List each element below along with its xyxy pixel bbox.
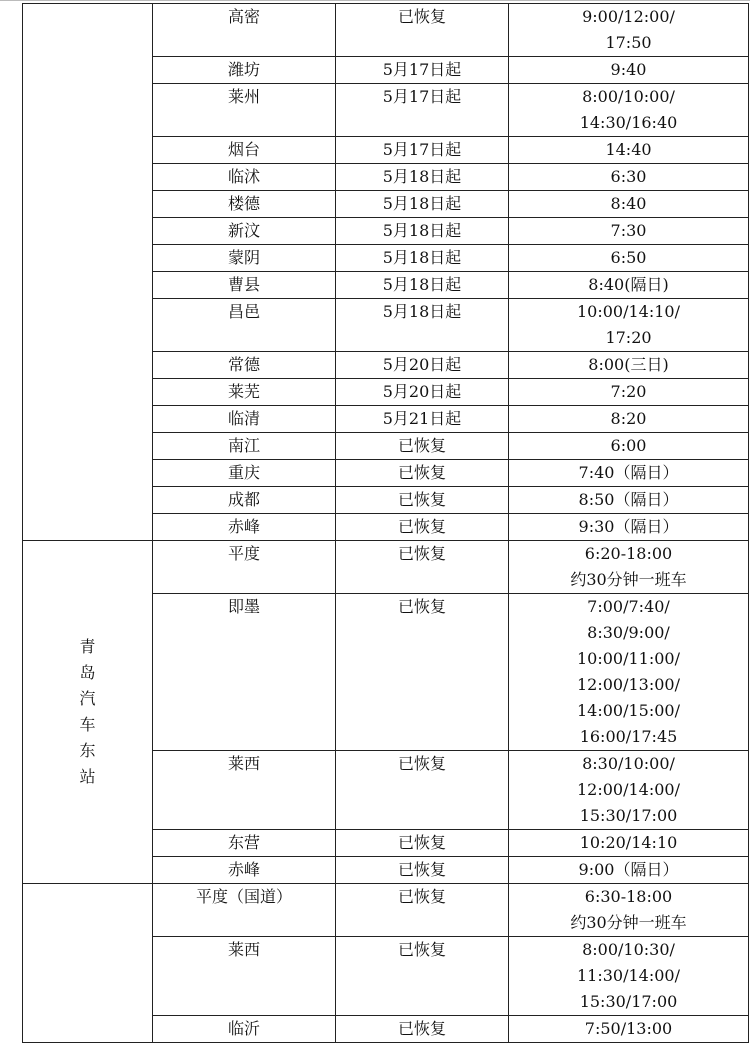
departure-times-cell — [509, 218, 749, 245]
departure-times-cell — [509, 191, 749, 218]
departure-time-line: 8:00(三日) — [588, 355, 669, 374]
destination-cell: 临沭 — [153, 164, 336, 191]
departure-times-cell — [509, 541, 749, 594]
departure-times-cell — [509, 433, 749, 460]
status-cell: 已恢复 — [336, 751, 509, 830]
status-cell: 已恢复 — [336, 937, 509, 1016]
destination-cell: 莱芜 — [153, 379, 336, 406]
departure-times-cell — [509, 164, 749, 191]
status-cell: 5月21日起 — [336, 406, 509, 433]
destination-cell: 高密 — [153, 4, 336, 57]
departure-times-cell — [509, 937, 749, 1016]
schedule-body — [23, 4, 749, 1043]
departure-time-line: 14:30/16:40 — [579, 113, 678, 132]
departure-time-line: 8:50（隔日） — [578, 490, 679, 509]
departure-time-line: 9:30（隔日） — [578, 517, 679, 536]
departure-time-line: 9:40 — [610, 60, 647, 79]
status-cell: 已恢复 — [336, 830, 509, 857]
departure-times-cell — [509, 84, 749, 137]
departure-time-line: 17:50 — [605, 33, 652, 52]
destination-cell: 重庆 — [153, 460, 336, 487]
station-cell — [23, 884, 153, 1043]
status-cell: 5月18日起 — [336, 299, 509, 352]
status-cell: 已恢复 — [336, 857, 509, 884]
departure-time-line: 8:00/10:30/ — [582, 940, 675, 959]
destination-cell: 南江 — [153, 433, 336, 460]
departure-times-cell — [509, 751, 749, 830]
departure-time-line: 约30分钟一班车 — [570, 913, 687, 932]
status-cell: 已恢复 — [336, 884, 509, 937]
destination-cell: 曹县 — [153, 272, 336, 299]
departure-time-line: 6:30-18:00 — [584, 887, 673, 906]
destination-cell: 潍坊 — [153, 57, 336, 84]
status-cell: 5月18日起 — [336, 272, 509, 299]
departure-time-line: 7:40（隔日） — [578, 463, 679, 482]
destination-cell: 楼德 — [153, 191, 336, 218]
departure-times-cell — [509, 514, 749, 541]
departure-times-cell — [509, 57, 749, 84]
departure-time-line: 8:30/9:00/ — [587, 623, 670, 642]
departure-time-line: 6:30 — [610, 167, 647, 186]
departure-times-cell — [509, 272, 749, 299]
departure-times-cell — [509, 594, 749, 751]
departure-time-line: 12:00/14:00/ — [577, 780, 680, 799]
status-cell: 已恢复 — [336, 487, 509, 514]
departure-times-cell — [509, 379, 749, 406]
departure-time-line: 12:00/13:00/ — [577, 675, 680, 694]
departure-times-cell — [509, 352, 749, 379]
destination-cell: 莱西 — [153, 937, 336, 1016]
departure-time-line: 14:40 — [605, 140, 652, 159]
departure-time-line: 10:00/11:00/ — [577, 649, 680, 668]
table-row — [23, 4, 749, 57]
departure-times-cell — [509, 4, 749, 57]
status-cell: 5月18日起 — [336, 164, 509, 191]
departure-time-line: 16:00/17:45 — [579, 727, 678, 746]
destination-cell: 成都 — [153, 487, 336, 514]
departure-time-line: 15:30/17:00 — [579, 992, 678, 1011]
destination-cell: 即墨 — [153, 594, 336, 751]
departure-time-line: 8:40(隔日) — [588, 275, 669, 294]
departure-times-cell — [509, 884, 749, 937]
departure-time-line: 7:30 — [610, 221, 647, 240]
destination-cell: 临沂 — [153, 1016, 336, 1043]
departure-times-cell — [509, 857, 749, 884]
status-cell: 5月18日起 — [336, 191, 509, 218]
status-cell: 5月18日起 — [336, 245, 509, 272]
station-name: 青岛汽车东站 — [79, 637, 96, 786]
departure-time-line: 15:30/17:00 — [579, 806, 678, 825]
departure-times-cell — [509, 406, 749, 433]
departure-time-line: 8:40 — [610, 194, 647, 213]
destination-cell: 临清 — [153, 406, 336, 433]
destination-cell: 东营 — [153, 830, 336, 857]
destination-cell: 昌邑 — [153, 299, 336, 352]
departure-time-line: 7:00/7:40/ — [587, 597, 670, 616]
departure-time-line: 8:30/10:00/ — [582, 754, 675, 773]
table-row — [23, 884, 749, 937]
destination-cell: 平度（国道） — [153, 884, 336, 937]
departure-times-cell — [509, 245, 749, 272]
status-cell: 5月17日起 — [336, 57, 509, 84]
status-cell: 5月17日起 — [336, 84, 509, 137]
departure-times-cell — [509, 137, 749, 164]
status-cell: 已恢复 — [336, 541, 509, 594]
departure-time-line: 9:00/12:00/ — [582, 7, 675, 26]
status-cell: 已恢复 — [336, 4, 509, 57]
station-cell — [23, 4, 153, 541]
departure-times-cell — [509, 830, 749, 857]
destination-cell: 平度 — [153, 541, 336, 594]
departure-times-cell — [509, 487, 749, 514]
departure-time-line: 10:00/14:10/ — [577, 302, 680, 321]
status-cell: 已恢复 — [336, 594, 509, 751]
station-cell — [23, 541, 153, 884]
destination-cell: 莱西 — [153, 751, 336, 830]
departure-times-cell — [509, 460, 749, 487]
status-cell: 已恢复 — [336, 1016, 509, 1043]
status-cell: 5月20日起 — [336, 379, 509, 406]
destination-cell: 莱州 — [153, 84, 336, 137]
departure-time-line: 8:00/10:00/ — [582, 87, 675, 106]
departure-time-line: 约30分钟一班车 — [570, 570, 687, 589]
status-cell: 已恢复 — [336, 433, 509, 460]
page-top-rule — [0, 0, 750, 1]
departure-time-line: 9:00（隔日） — [578, 860, 679, 879]
departure-time-line: 6:00 — [610, 436, 647, 455]
status-cell: 5月20日起 — [336, 352, 509, 379]
destination-cell: 赤峰 — [153, 857, 336, 884]
departure-time-line: 8:20 — [610, 409, 647, 428]
departure-times-cell — [509, 299, 749, 352]
destination-cell: 新汶 — [153, 218, 336, 245]
departure-time-line: 11:30/14:00/ — [577, 966, 680, 985]
departure-time-line: 17:20 — [605, 328, 652, 347]
destination-cell: 烟台 — [153, 137, 336, 164]
departure-times-cell — [509, 1016, 749, 1043]
destination-cell: 常德 — [153, 352, 336, 379]
status-cell: 5月18日起 — [336, 218, 509, 245]
status-cell: 已恢复 — [336, 514, 509, 541]
departure-time-line: 6:20-18:00 — [584, 544, 673, 563]
departure-time-line: 14:00/15:00/ — [577, 701, 680, 720]
status-cell: 已恢复 — [336, 460, 509, 487]
destination-cell: 蒙阴 — [153, 245, 336, 272]
departure-time-line: 6:50 — [610, 248, 647, 267]
destination-cell: 赤峰 — [153, 514, 336, 541]
bus-schedule-table — [22, 3, 749, 1043]
table-row — [23, 541, 749, 594]
status-cell: 5月17日起 — [336, 137, 509, 164]
departure-time-line: 7:50/13:00 — [584, 1019, 673, 1038]
departure-time-line: 7:20 — [610, 382, 647, 401]
departure-time-line: 10:20/14:10 — [579, 833, 678, 852]
